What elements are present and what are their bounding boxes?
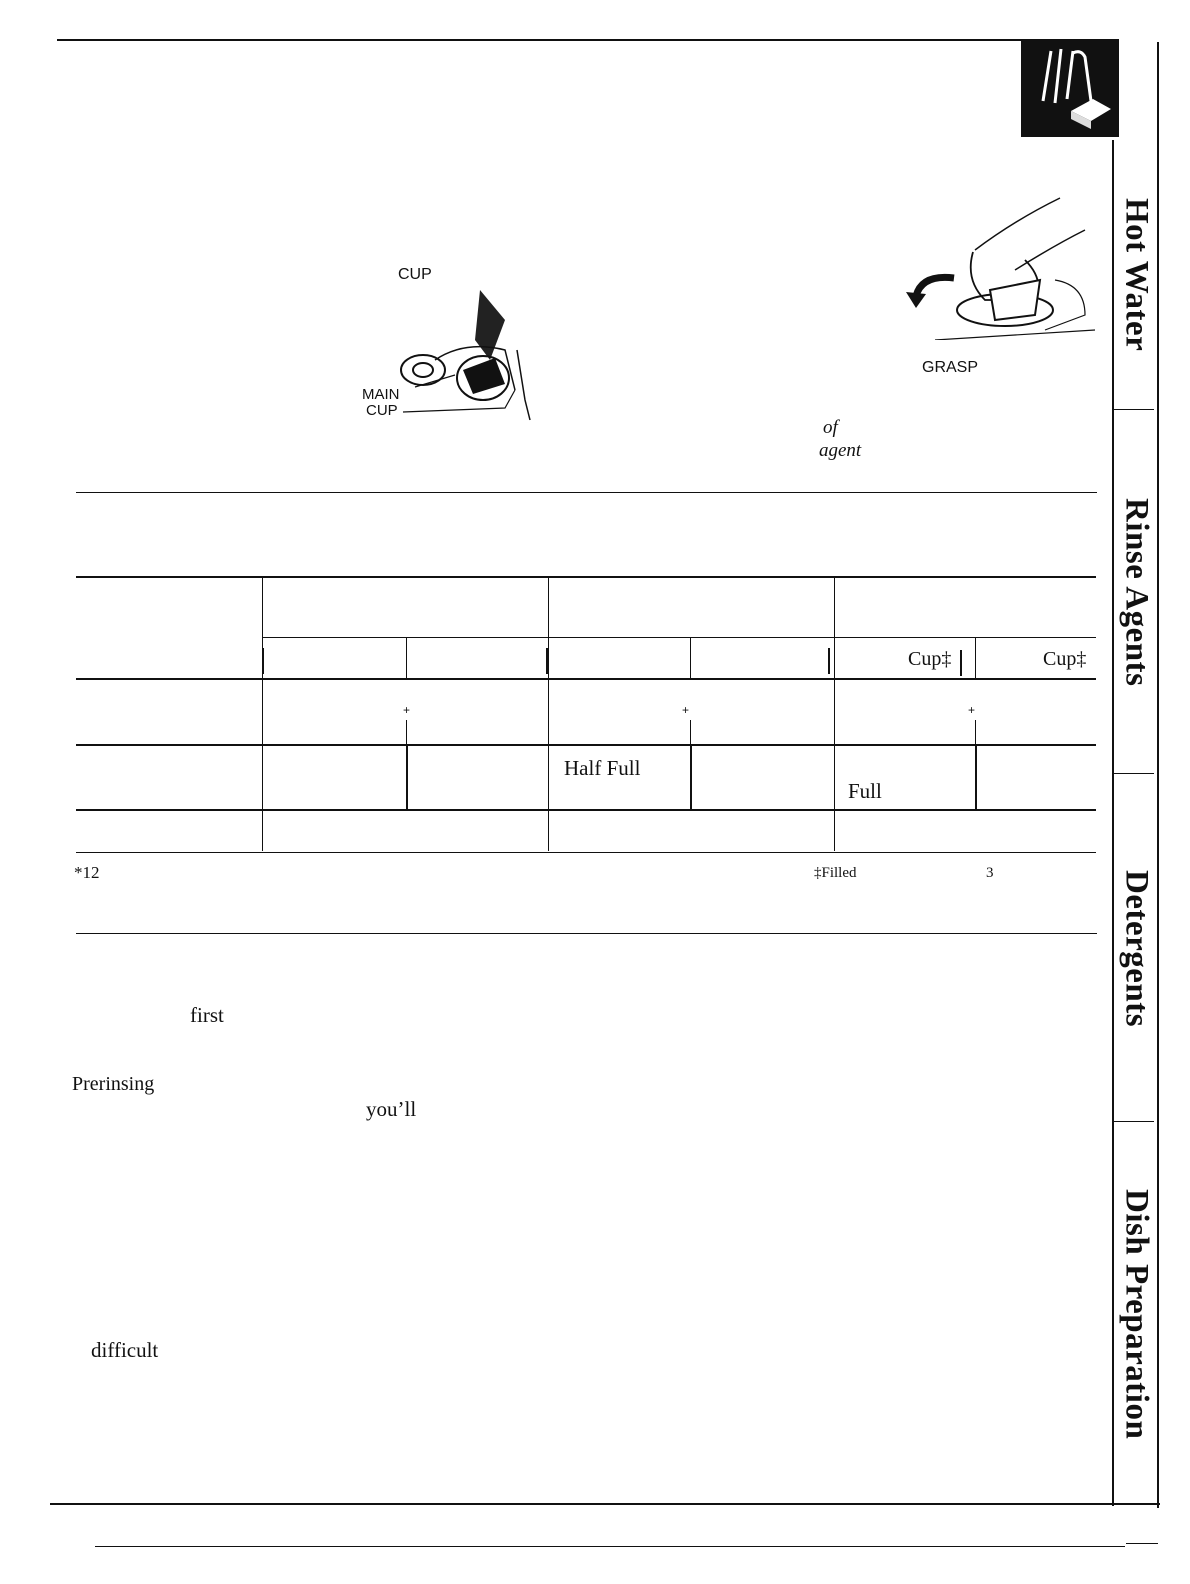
body-word-prerinsing: Prerinsing: [72, 1073, 155, 1095]
section-rule-1: [76, 492, 1097, 493]
cup-label: CUP: [398, 266, 432, 283]
table-col-sep: [834, 577, 835, 851]
table-row1-rule: [76, 678, 1096, 680]
table-header-cup-2: Cup‡: [1043, 648, 1087, 670]
finger-tab-box: [1021, 41, 1119, 137]
italic-agent: agent: [819, 440, 862, 461]
footer-rule: [95, 1546, 1125, 1547]
italic-of: of: [823, 417, 838, 438]
main-cup-label-line1: MAIN: [362, 386, 400, 403]
table-subcol-sep: [406, 638, 407, 678]
rotate-arrow-icon: [902, 270, 962, 310]
table-subcol-sep: [975, 745, 977, 809]
table-col-sep: [548, 577, 549, 851]
footnote-three: 3: [986, 865, 994, 881]
finger-pressing-button-icon: [1021, 41, 1119, 137]
side-tab-dish-preparation[interactable]: Dish Preparation: [1118, 1188, 1155, 1440]
table-subcol-sep: [975, 720, 976, 744]
table-subcol-sep: [690, 745, 692, 809]
table-row2-rule: [76, 744, 1096, 746]
side-tab-hot-water[interactable]: Hot Water: [1118, 198, 1155, 352]
footnote-filled: ‡Filled: [814, 865, 857, 881]
top-rule: [57, 39, 1119, 41]
body-word-difficult: difficult: [91, 1338, 159, 1362]
table-cell-half-full: Half Full: [564, 756, 641, 780]
footnote-marker: *12: [74, 863, 100, 882]
main-cup-label-line2: CUP: [366, 402, 398, 419]
body-word-first: first: [190, 1003, 224, 1027]
table-plus-mark: +: [682, 703, 690, 717]
bottom-rule: [50, 1503, 1160, 1505]
table-plus-mark: +: [968, 703, 976, 717]
body-word-youll: you’ll: [366, 1097, 417, 1121]
table-subcol-sep: [406, 720, 407, 744]
side-tab-divider: [1114, 773, 1154, 774]
table-tick: [262, 648, 264, 674]
table-subcol-sep: [406, 745, 408, 809]
table-tick: [828, 648, 830, 674]
table-cell-full: Full: [848, 779, 882, 803]
footer-short-rule: [1126, 1543, 1158, 1544]
side-tab-detergents[interactable]: Detergents: [1118, 869, 1155, 1028]
table-tick: [960, 650, 962, 676]
table-subcol-sep: [975, 638, 976, 678]
hand-grasping-cap-illustration: [895, 190, 1095, 340]
table-col-sep: [262, 577, 263, 851]
table-subheader-rule: [263, 637, 1096, 638]
table-bottom-rule: [76, 852, 1096, 853]
table-row3-rule: [76, 809, 1096, 811]
table-top-rule: [76, 576, 1096, 578]
side-tab-rinse-agents[interactable]: Rinse Agents: [1118, 498, 1155, 687]
table-subcol-sep: [690, 720, 691, 744]
table-plus-mark: +: [403, 703, 411, 717]
table-header-cup-1: Cup‡: [908, 648, 952, 670]
table-tick: [546, 648, 548, 674]
section-rule-2: [76, 933, 1097, 934]
grasp-label: GRASP: [922, 359, 979, 376]
table-subcol-sep: [690, 638, 691, 678]
